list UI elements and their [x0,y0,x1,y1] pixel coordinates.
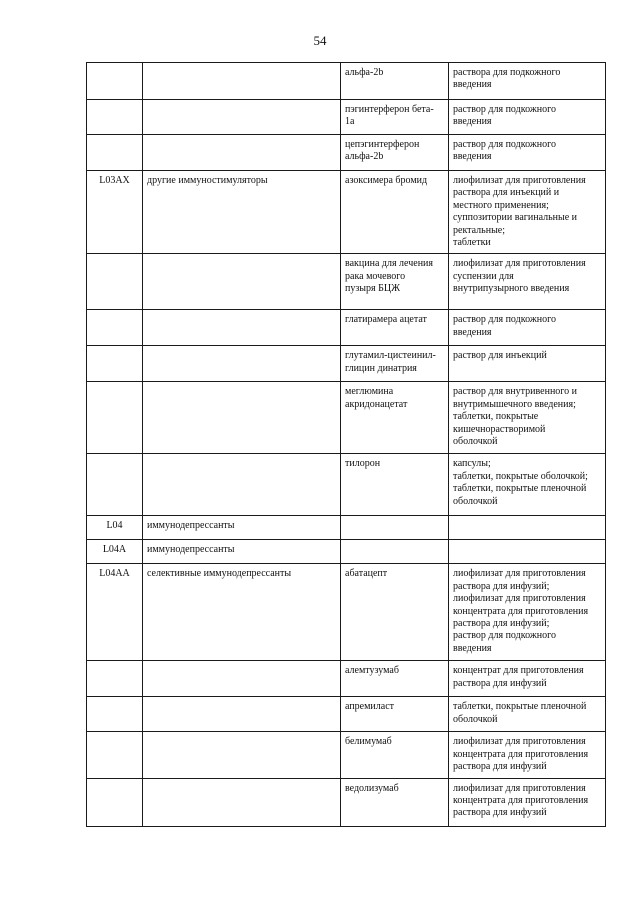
cell-form [449,171,606,254]
cell-form [449,63,606,100]
cell-name-line: глатирамера ацетат [345,314,427,326]
table-row [87,382,606,454]
cell-form-line: лиофилизат для приготовления [453,175,586,186]
cell-group [143,310,341,346]
cell-form-line: раствора для инфузий [453,677,547,689]
cell-group [143,697,341,732]
cell-form-line: введения [453,151,492,163]
cell-form-line: введения [453,326,492,338]
cell-form-line: раствор для подкожного [453,630,556,642]
cell-form-line: таблетки, покрытые пленочной [453,701,587,713]
cell-form-line: внутримышечного введения; [453,398,576,410]
cell-name-line: акридонацетат [345,398,408,410]
cell-name [341,697,449,732]
cell-group [143,254,341,310]
cell-form-line: концентрата для приготовления [453,605,589,617]
cell-form [449,382,606,454]
cell-form-line: таблетки [453,237,491,249]
cell-form-line: капсулы; [453,458,491,470]
cell-form [449,135,606,171]
cell-form-line: раствор для внутривенного и [453,386,578,398]
cell-group [143,732,341,778]
cell-form-line: раствор для подкожного [453,314,556,326]
cell-name-line: вакцина для лечения [345,258,434,270]
cell-name-line: цепэгинтерферон [345,139,420,150]
cell-code [87,254,143,310]
cell-form [449,697,606,732]
cell-code [87,732,143,778]
cell-name-line: альфа-2b [345,67,384,78]
cell-form [449,516,606,540]
cell-name-line: белимумаб [345,736,392,748]
table-row [87,63,606,100]
cell-form-line: местного применения; [453,199,549,211]
cell-form-line: лиофилизат для приготовления [453,782,586,794]
cell-name-line: пэгинтерферон бета- [345,104,434,115]
cell-code: L04 [87,516,143,540]
cell-form-line: внутрипузырного введения [453,283,570,295]
table-row [87,346,606,382]
cell-form-line: таблетки, покрытые [453,411,539,423]
cell-form [449,346,606,382]
cell-name-line: тилорон [345,458,381,470]
cell-group [143,135,341,171]
table-row [87,778,606,826]
cell-form-line: таблетки, покрытые оболочкой; [453,470,588,482]
cell-form-line: оболочкой [453,436,498,448]
cell-form-line: раствора для инфузий [453,761,547,773]
cell-group [143,100,341,135]
cell-code [87,382,143,454]
cell-name [341,454,449,516]
cell-group: селективные иммунодепрессанты [143,564,341,661]
cell-form [449,310,606,346]
table-row [87,732,606,778]
cell-group [143,63,341,100]
cell-name [341,564,449,661]
page-number: 54 [313,33,327,48]
cell-name [341,100,449,135]
cell-code [87,135,143,171]
cell-form-line: лиофилизат для приготовления [453,593,586,605]
table-row [87,100,606,135]
cell-form-line: суспензии для [453,270,514,282]
cell-name-line: азоксимера бромид [345,175,428,186]
table-row [87,310,606,346]
cell-name [341,346,449,382]
cell-form-line: лиофилизат для приготовления [453,568,586,580]
cell-form [449,540,606,564]
cell-group [143,454,341,516]
table-row [87,540,606,564]
cell-name [341,661,449,697]
cell-form-line: раствора для инфузий; [453,618,550,630]
cell-group: иммунодепрессанты [143,516,341,540]
table-row [87,564,606,661]
cell-code [87,697,143,732]
cell-form-line: раствор для подкожного [453,139,556,150]
cell-code [87,454,143,516]
cell-form-line: лиофилизат для приготовления [453,736,586,748]
cell-form-line: введения [453,79,492,91]
cell-name [341,778,449,826]
cell-name [341,516,449,540]
cell-form-line: концентрата для приготовления [453,795,589,807]
cell-name-line: алемтузумаб [345,665,399,677]
cell-code [87,310,143,346]
cell-name-line: апремиласт [345,701,395,713]
cell-form [449,254,606,310]
cell-group [143,661,341,697]
cell-code: L04A [87,540,143,564]
table-body [87,63,606,827]
cell-form [449,454,606,516]
cell-name [341,171,449,254]
cell-form-line: раствора для инъекций и [453,187,560,199]
cell-code: L04AA [87,564,143,661]
table-row [87,254,606,310]
cell-code: L03AX [87,171,143,254]
cell-name-line: глутамил-цистеинил- [345,350,436,362]
cell-name-line: пузыря БЦЖ [345,283,401,295]
cell-name [341,732,449,778]
cell-form-line: оболочкой [453,713,498,725]
cell-form-line: концентрат для приготовления [453,665,584,677]
cell-name [341,63,449,100]
cell-form-line: концентрата для приготовления [453,748,589,760]
cell-form-line: суппозитории вагинальные и [453,212,578,224]
cell-form [449,564,606,661]
cell-name-line: абатацепт [345,568,388,580]
cell-form [449,732,606,778]
cell-name-line: глицин динатрия [345,362,417,374]
cell-code [87,346,143,382]
cell-code [87,778,143,826]
table-row [87,171,606,254]
cell-form-line: раствора для инфузий; [453,580,550,592]
cell-name [341,382,449,454]
cell-form-line: введения [453,642,492,654]
cell-name-line: 1а [345,116,355,128]
cell-name [341,135,449,171]
cell-code [87,100,143,135]
cell-form-line: ректальные; [453,224,506,236]
cell-group [143,346,341,382]
table-row [87,697,606,732]
cell-form-line: оболочкой [453,495,498,507]
cell-form-line: введения [453,116,492,128]
cell-form-line: таблетки, покрытые пленочной [453,483,587,495]
cell-name [341,254,449,310]
cell-form-line: раствор для инъекций [453,350,547,362]
cell-form-line: раствора для инфузий [453,807,547,819]
cell-form [449,778,606,826]
cell-name-line: рака мочевого [345,270,406,282]
cell-name-line: ведолизумаб [345,782,399,794]
cell-form [449,661,606,697]
cell-form-line: лиофилизат для приготовления [453,258,586,270]
drug-table [86,62,606,827]
table-row [87,135,606,171]
cell-code [87,661,143,697]
cell-name [341,310,449,346]
cell-group [143,382,341,454]
table-row [87,516,606,540]
cell-group: иммунодепрессанты [143,540,341,564]
cell-group: другие иммуностимуляторы [143,171,341,254]
cell-group [143,778,341,826]
cell-name [341,540,449,564]
cell-form-line: раствор для подкожного [453,104,556,115]
cell-form [449,100,606,135]
cell-form-line: раствора для подкожного [453,67,561,78]
cell-name-line: альфа-2b [345,151,384,163]
table-row [87,661,606,697]
cell-form-line: кишечнорастворимой [453,423,546,435]
cell-code [87,63,143,100]
table-row [87,454,606,516]
cell-name-line: меглюмина [345,386,394,398]
